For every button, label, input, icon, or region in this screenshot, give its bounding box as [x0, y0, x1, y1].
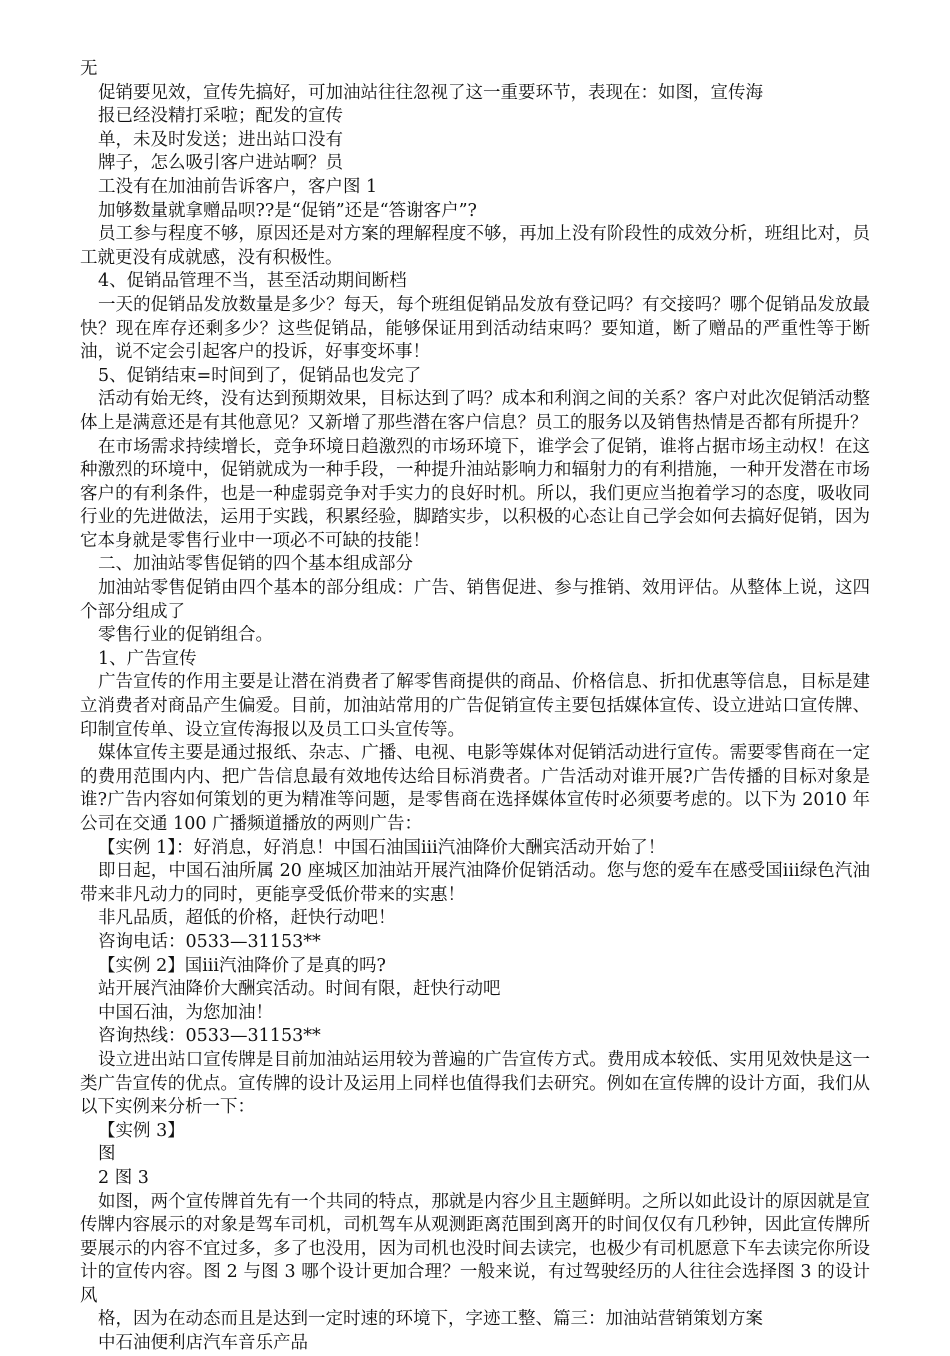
- text-line-0: 无: [80, 59, 98, 79]
- example-1-body: 即日起，中国石油所属 20 座城区加油站开展汽油降价促销活动。您与您的爱车在感受国iii绿色汽油带来非凡动力的同时，更能享受低价带来的实惠！: [80, 861, 870, 905]
- paragraph-advertising-role: 广告宣传的作用主要是让潜在消费者了解零售商提供的商品、价格信息、折扣优惠等信息，目标是建立消费者对商品产生偏爱。目前，加油站常用的广告促销宣传主要包括媒体宣传、设立进站口宣传牌、印制宣传单、设立宣传海报以及员工口头宣传等。: [80, 672, 870, 740]
- text-line-15: 零售行业的促销组合。: [98, 625, 273, 646]
- paragraph-signboard: 设立进出站口宣传牌是目前加油站运用较为普遍的广告宣传方式。费用成本较低、实用见效快是这一类广告宣传的优点。宣传牌的设计及运用上同样也值得我们去研究。例如在宣传牌的设计方面，我们从以下实例来分析一下：: [80, 1049, 870, 1118]
- heading-section-two: 二、加油站零售促销的四个基本组成部分: [98, 554, 413, 575]
- heading-advertising: 1、广告宣传: [98, 648, 197, 669]
- paragraph-signboard-analysis: 如图，两个宣传牌首先有一个共同的特点，那就是内容少且主题鲜明。之所以如此设计的原因就是宣传牌内容展示的对象是驾车司机，司机驾车从观测距离范围到离开的时间仅仅有几秒钟，因此宣传牌所要展示的内容不宜过多，多了也没用，因为司机也没时间去读完，也极少有司机愿意下车去读完你所设计的宣传内容。图 2 与图 3 哪个设计更加合理？一般来说，有过驾驶经历的人往往会选择图 3 的设计风: [80, 1191, 870, 1306]
- text-line-2: 报已经没精打采啦；配发的宣传: [98, 106, 343, 127]
- text-line-32: 格，因为在动态而且是达到一定时速的环境下，字迹工整、篇三：加油站营销策划方案: [98, 1309, 763, 1330]
- example-2-body: 站开展汽油降价大酬宾活动。时间有限，赶快行动吧: [98, 979, 501, 1000]
- example-1-heading: 【实例 1】：好消息，好消息！中国石油国iii汽油降价大酬宾活动开始了！: [98, 837, 666, 858]
- text-line-5: 工没有在加油前告诉客户，客户图 1: [98, 176, 378, 197]
- text-line-4: 牌子，怎么吸引客户进站啊？员: [98, 153, 343, 174]
- paragraph-market-environment: 在市场需求持续增长，竞争环境日趋激烈的市场环境下，谁学会了促销，谁将占据市场主动权！在这种激烈的环境中，促销就成为一种手段，一种提升油站影响力和辐射力的有利措施，一种开发潜在市场客户的有利条件，也是一种虚弱竞争对手实力的良好时机。所以，我们更应当抱着学习的态度，吸收同行业的先进做法，运用于实践，积累经验，脚踏实步，以积极的心态让自己学会如何去搞好促销，因为它本身就是零售行业中一项必不可缺的技能！: [80, 436, 870, 551]
- example-3-heading: 【实例 3】: [98, 1120, 185, 1141]
- text-line-1: 促销要见效，宣传先搞好，可加油站往往忽视了这一重要环节，表现在：如图，宣传海: [98, 82, 763, 103]
- paragraph-staff-participation: 员工参与程度不够，原因还是对方案的理解程度不够，再加上没有阶段性的成效分析，班组比对，员工就更没有成就感，没有积极性。: [80, 224, 870, 268]
- figure-caption: 2 图 3: [98, 1167, 149, 1188]
- text-line-3: 单，未及时发送；进出站口没有: [98, 129, 343, 150]
- heading-promo-item-management: 4、促销品管理不当，甚至活动期间断档: [98, 271, 407, 292]
- figure-label: 图: [98, 1144, 116, 1165]
- example-2-heading: 【实例 2】国iii汽油降价了是真的吗?: [98, 955, 386, 976]
- example-1-slogan: 非凡品质，超低的价格，赶快行动吧！: [98, 908, 396, 929]
- paragraph-media-promotion: 媒体宣传主要是通过报纸、杂志、广播、电视、电影等媒体对促销活动进行宣传。需要零售商在一定的费用范围内内、把广告信息最有效地传达给目标消费者。广告活动对谁开展?广告传播的目标对象是谁?广告内容如何策划的更为精准等问题，是零售商在选择媒体宣传时必须要考虑的。以下为 2010 年公司在交通 100 广播频道播放的两则广告：: [80, 743, 870, 834]
- text-line-6: 加够数量就拿赠品呗??是“促销”还是“答谢客户”?: [98, 200, 477, 221]
- example-2-slogan: 中国石油，为您加油！: [98, 1002, 273, 1023]
- text-line-33: 中石油便利店汽车音乐产品: [98, 1333, 308, 1354]
- example-1-phone: 咨询电话：0533—31153**: [98, 931, 321, 952]
- paragraph-activity-evaluation: 活动有始无终，没有达到预期效果，目标达到了吗？成本和利润之间的关系？客户对此次促销活动整体上是满意还是有其他意见？又新增了那些潜在客户信息？员工的服务以及销售热情是否都有所提升？: [80, 389, 870, 433]
- example-2-phone: 咨询热线：0533—31153**: [98, 1026, 321, 1047]
- paragraph-four-components: 加油站零售促销由四个基本的部分组成：广告、销售促进、参与推销、效用评估。从整体上说，这四个部分组成了: [80, 578, 870, 622]
- paragraph-promo-item-issues: 一天的促销品发放数量是多少？每天，每个班组促销品发放有登记吗？有交接吗？哪个促销品发放最快？现在库存还剩多少？这些促销品，能够保证用到活动结束吗？要知道，断了赠品的严重性等于断油，说不定会引起客户的投诉，好事变坏事！: [80, 294, 870, 363]
- heading-promo-end: 5、促销结束=时间到了，促销品也发完了: [98, 365, 422, 386]
